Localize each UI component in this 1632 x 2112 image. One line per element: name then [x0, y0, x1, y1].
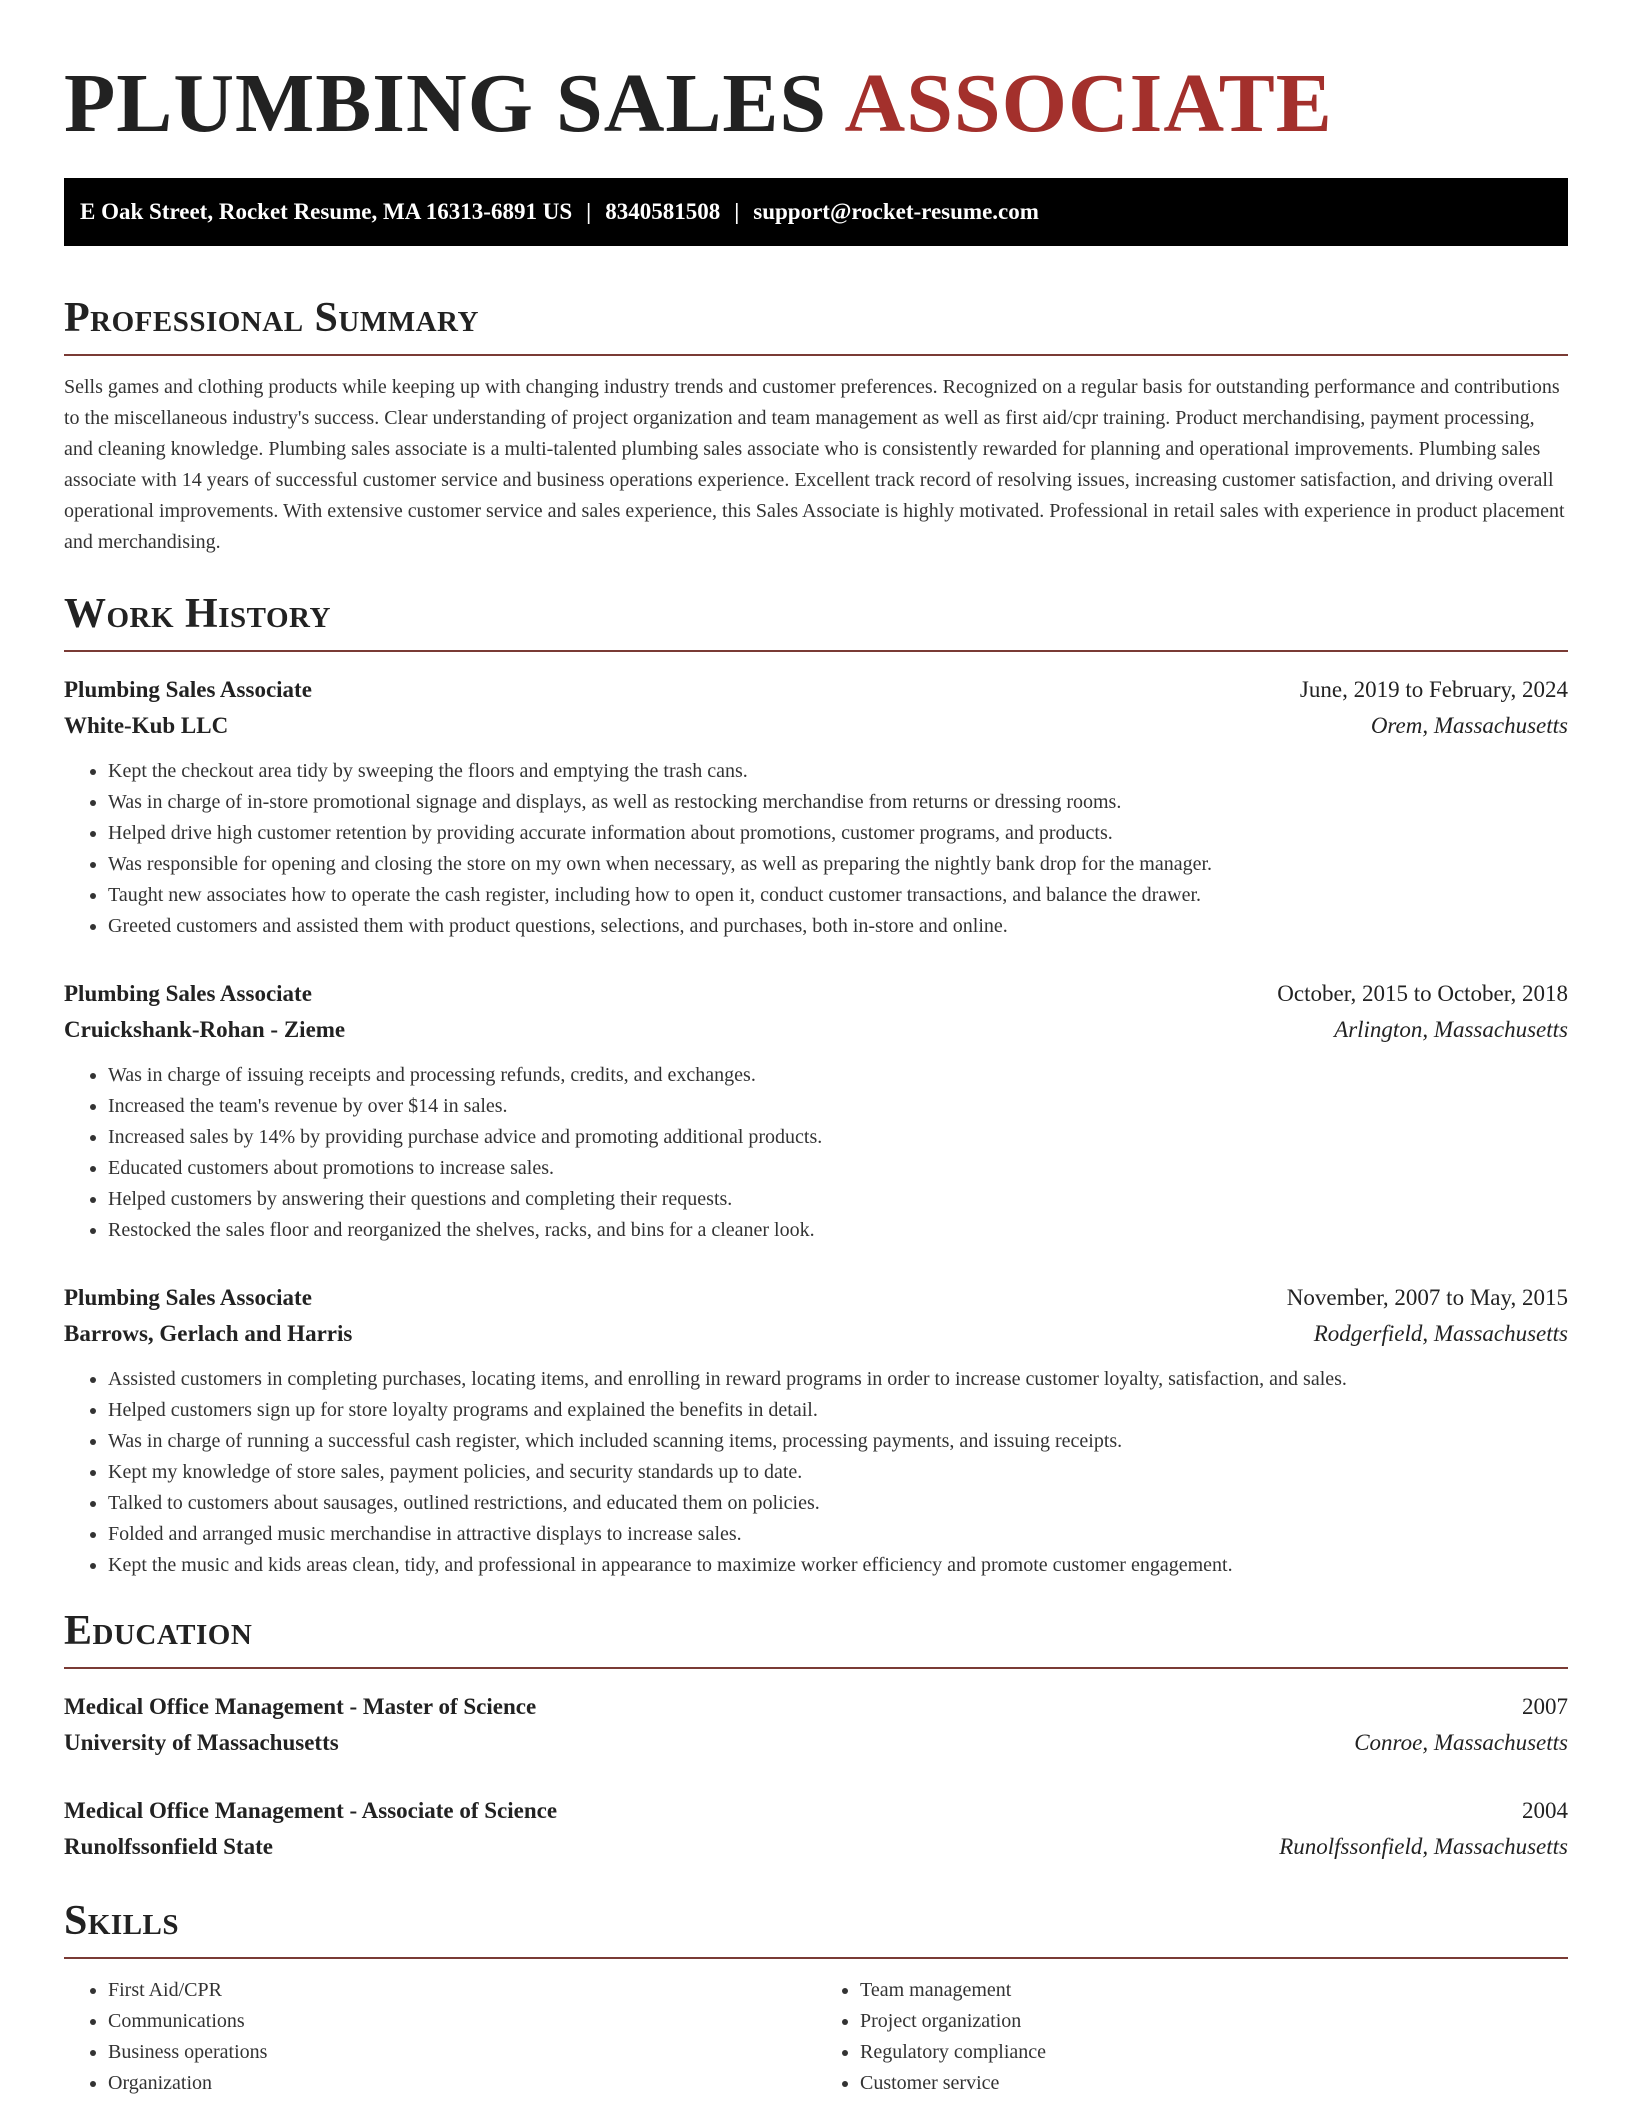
job-company: White-Kub LLC	[64, 713, 229, 738]
job-bullets	[64, 756, 1568, 942]
education-degree: Medical Office Management - Associate of Science	[64, 1798, 558, 1823]
name-main: PLUMBING SALES	[64, 57, 828, 150]
job-company: Cruickshank-Rohan - Zieme	[64, 1017, 346, 1042]
skill-item: • First Aid/CPR	[108, 1975, 816, 2006]
job-bullet: • Was in charge of running a successful cash register, which included scanning items, processing payments, and issuing receipts.	[108, 1426, 1568, 1457]
job-bullet: • Was responsible for opening and closing the store on my own when necessary, as well as preparing the nightly bank drop for the manager.	[108, 849, 1568, 880]
job-entry	[64, 976, 1568, 1246]
job-bullet: • Helped drive high customer retention by providing accurate information about promotions, customer programs, and products.	[108, 818, 1568, 849]
section-title-summary: Professional Summary	[64, 290, 1568, 356]
skill-item: • Communications	[108, 2006, 816, 2037]
education-entry	[64, 1689, 1568, 1761]
job-location: Arlington, Massachusetts	[1334, 1017, 1568, 1042]
job-bullet: • Helped customers by answering their questions and completing their requests.	[108, 1184, 1568, 1215]
skill-item: • Project organization	[860, 2006, 1568, 2037]
name-accent: ASSOCIATE	[844, 57, 1333, 150]
job-dates: June, 2019 to February, 2024	[1299, 677, 1568, 702]
skill-item: • Organization	[108, 2068, 816, 2099]
job-bullets	[64, 1060, 1568, 1246]
job-bullet: • Increased the team's revenue by over $14 in sales.	[108, 1091, 1568, 1122]
contact-bar	[64, 178, 1568, 246]
job-bullet: • Kept the music and kids areas clean, tidy, and professional in appearance to maximize worker efficiency and promote customer engagement.	[108, 1550, 1568, 1581]
job-role: Plumbing Sales Associate	[64, 1285, 312, 1310]
job-entry	[64, 672, 1568, 942]
education-year: 2007	[1522, 1694, 1568, 1719]
education-entry	[64, 1793, 1568, 1865]
candidate-name	[64, 0, 1568, 152]
section-title-education: Education	[64, 1603, 1568, 1669]
section-title-skills: Skills	[64, 1893, 1568, 1959]
job-bullet: • Taught new associates how to operate the cash register, including how to open it, conduct customer transactions, and balance the drawer.	[108, 880, 1568, 911]
education-location: Runolfssonfield, Massachusetts	[1279, 1834, 1568, 1859]
skill-item: • Customer service	[860, 2068, 1568, 2099]
education-year: 2004	[1522, 1798, 1568, 1823]
job-bullet: • Helped customers sign up for store loyalty programs and explained the benefits in detail.	[108, 1395, 1568, 1426]
skills-list	[64, 1975, 1568, 2099]
job-bullet: • Restocked the sales floor and reorganized the shelves, racks, and bins for a cleaner look.	[108, 1215, 1568, 1246]
education-school: Runolfssonfield State	[64, 1834, 273, 1859]
contact-separator: |	[586, 199, 592, 224]
contact-email: support@rocket-resume.com	[753, 199, 1039, 224]
job-bullet: • Talked to customers about sausages, outlined restrictions, and educated them on policies.	[108, 1488, 1568, 1519]
job-bullet: • Folded and arranged music merchandise in attractive displays to increase sales.	[108, 1519, 1568, 1550]
job-location: Orem, Massachusetts	[1370, 713, 1568, 738]
job-bullet: • Was in charge of issuing receipts and processing refunds, credits, and exchanges.	[108, 1060, 1568, 1091]
job-dates: October, 2015 to October, 2018	[1277, 981, 1568, 1006]
contact-separator: |	[734, 199, 740, 224]
job-bullet: • Was in charge of in-store promotional signage and displays, as well as restocking merchandise from returns or dressing rooms.	[108, 787, 1568, 818]
job-location: Rodgerfield, Massachusetts	[1313, 1321, 1568, 1346]
job-role: Plumbing Sales Associate	[64, 981, 312, 1006]
job-bullet: • Assisted customers in completing purchases, locating items, and enrolling in reward programs in order to increase customer loyalty, satisfaction, and sales.	[108, 1364, 1568, 1395]
job-dates: November, 2007 to May, 2015	[1286, 1285, 1568, 1310]
section-title-work-history: Work History	[64, 586, 1568, 652]
summary-text: Sells games and clothing products while keeping up with changing industry trends and customer preferences. Recognized on a regular basis for outstanding performance and contributions to the miscellaneous industry's success. Clear understanding of project organization and team management as well as first aid/cpr training. Product merchandising, payment processing, and cleaning knowledge. Plumbing sales associate is a multi-talented plumbing sales associate who is consistently rewarded for planning and operational improvements. Plumbing sales associate with 14 years of successful customer service and business operations experience. Excellent track record of resolving issues, increasing customer satisfaction, and driving overall operational improvements. With extensive customer service and sales experience, this Sales Associate is highly motivated. Professional in retail sales with experience in product placement and merchandising.	[64, 376, 1565, 553]
job-bullet: • Educated customers about promotions to increase sales.	[108, 1153, 1568, 1184]
skills-column-left	[64, 1975, 816, 2099]
contact-phone: 8340581508	[605, 199, 721, 224]
job-bullet: • Increased sales by 14% by providing purchase advice and promoting additional products.	[108, 1122, 1568, 1153]
education-degree: Medical Office Management - Master of Science	[64, 1694, 537, 1719]
skill-item: • Business operations	[108, 2037, 816, 2068]
job-company: Barrows, Gerlach and Harris	[64, 1321, 353, 1346]
skill-item: • Team management	[860, 1975, 1568, 2006]
contact-address: E Oak Street, Rocket Resume, MA 16313-6891 US	[80, 199, 573, 224]
education-location: Conroe, Massachusetts	[1354, 1730, 1568, 1755]
job-bullets	[64, 1364, 1568, 1581]
job-bullet: • Kept the checkout area tidy by sweeping the floors and emptying the trash cans.	[108, 756, 1568, 787]
job-bullet: • Greeted customers and assisted them with product questions, selections, and purchases, both in-store and online.	[108, 911, 1568, 942]
job-role: Plumbing Sales Associate	[64, 677, 312, 702]
skills-column-right	[816, 1975, 1568, 2099]
skill-item: • Regulatory compliance	[860, 2037, 1568, 2068]
education-school: University of Massachusetts	[64, 1730, 339, 1755]
job-bullet: • Kept my knowledge of store sales, payment policies, and security standards up to date.	[108, 1457, 1568, 1488]
job-entry	[64, 1280, 1568, 1581]
